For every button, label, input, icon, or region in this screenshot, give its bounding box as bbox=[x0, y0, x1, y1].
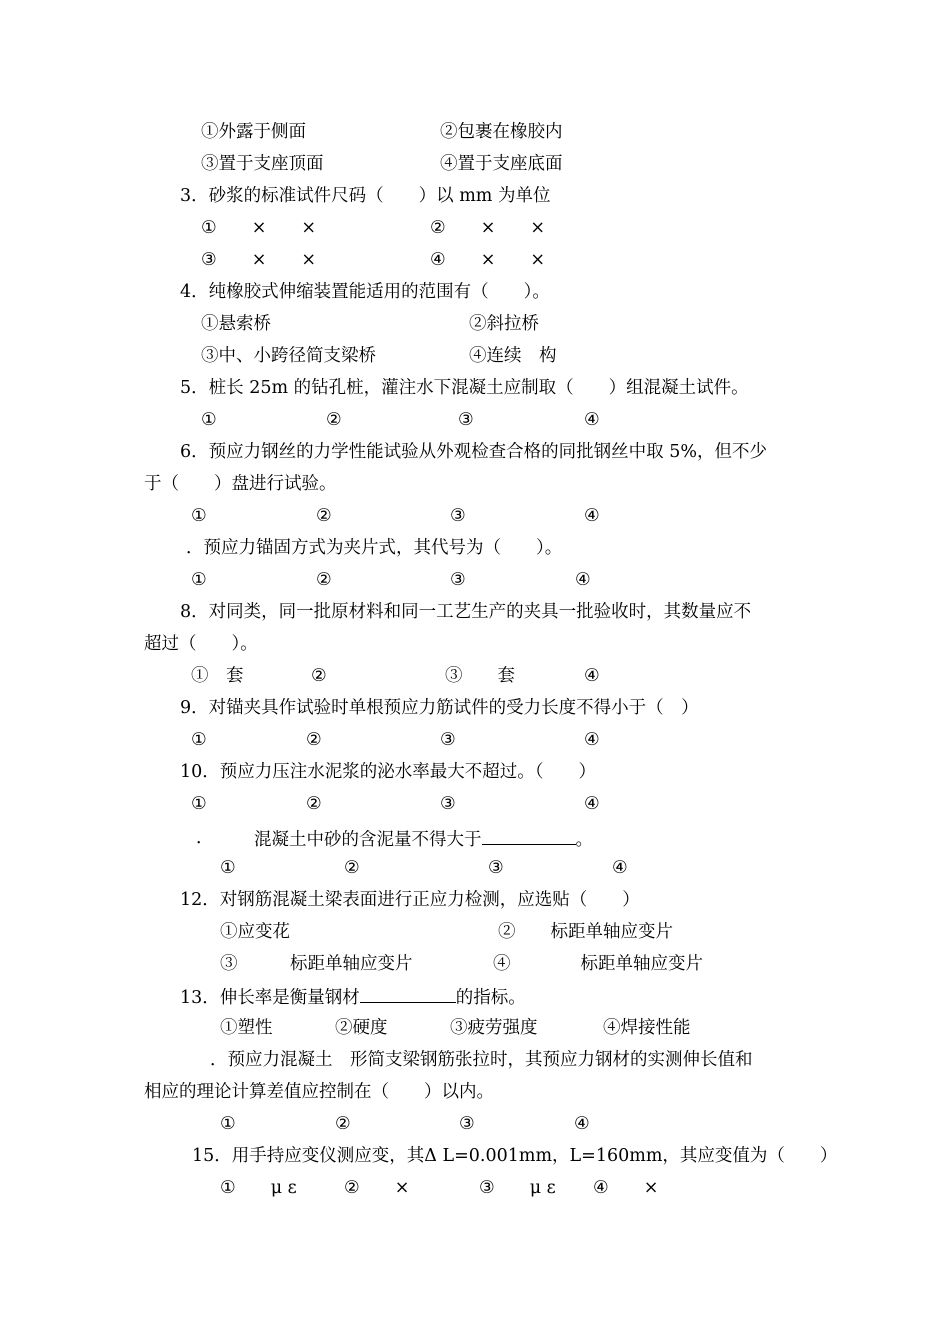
option-text: ②斜拉桥 bbox=[469, 314, 539, 334]
option-text: ③ bbox=[440, 730, 456, 750]
option-text: ③ bbox=[458, 410, 474, 430]
question-text: 于（ ）盘进行试验。 bbox=[144, 474, 337, 494]
question-text: 15．用手持应变仪测应变，其Δ L=0.001mm，L=160mm，其应变值为（ ） bbox=[192, 1146, 838, 1166]
option-text: ③ × × bbox=[201, 250, 317, 270]
option-text: ① μ ε bbox=[220, 1178, 297, 1198]
option-text: ① × × bbox=[201, 218, 317, 238]
option-text: ③ bbox=[440, 794, 456, 814]
question-text: 10．预应力压注水泥浆的泌水率最大不超过。（ ） bbox=[180, 762, 597, 782]
option-text: ② 标距单轴应变片 bbox=[498, 922, 673, 942]
option-text: ① bbox=[191, 506, 207, 526]
question-text bbox=[180, 984, 526, 1010]
option-text: ④焊接性能 bbox=[603, 1018, 691, 1038]
question-text: 8．对同类，同一批原材料和同一工艺生产的夹具一批验收时，其数量应不 bbox=[180, 602, 752, 622]
option-text: ② bbox=[311, 666, 327, 686]
option-text: ① bbox=[191, 794, 207, 814]
question-text-part: 的指标。 bbox=[455, 988, 526, 1008]
question-text: 超过（ ）。 bbox=[144, 634, 258, 654]
question-text: 相应的理论计算差值应控制在（ ）以内。 bbox=[144, 1082, 494, 1102]
option-text: ② bbox=[326, 410, 342, 430]
option-text: ④置于支座底面 bbox=[440, 154, 563, 174]
option-text: ④ bbox=[584, 410, 600, 430]
option-text: ④ × × bbox=[430, 250, 546, 270]
option-text: ① bbox=[220, 1114, 236, 1134]
question-text-part: 。 bbox=[575, 830, 593, 850]
question-text: 3．砂浆的标准试件尺码（ ）以 mm 为单位 bbox=[180, 186, 551, 206]
question-text: 4．纯橡胶式伸缩装置能适用的范围有（ ）。 bbox=[180, 282, 550, 302]
option-text: ① bbox=[201, 410, 217, 430]
option-text: ② bbox=[316, 506, 332, 526]
option-text: ② bbox=[306, 794, 322, 814]
option-text: ① bbox=[191, 570, 207, 590]
option-text: ② bbox=[335, 1114, 351, 1134]
question-number: ． bbox=[196, 828, 214, 848]
option-text: ③疲劳强度 bbox=[450, 1018, 538, 1038]
option-text: ③ bbox=[450, 506, 466, 526]
answer-blank bbox=[360, 984, 456, 1003]
option-text: ③ bbox=[488, 858, 504, 878]
option-text: ② bbox=[344, 858, 360, 878]
option-text: ③置于支座顶面 bbox=[201, 154, 324, 174]
option-text: ② bbox=[316, 570, 332, 590]
option-text: ③ bbox=[459, 1114, 475, 1134]
question-text bbox=[254, 826, 593, 852]
question-text: ．预应力锚固方式为夹片式，其代号为（ ）。 bbox=[186, 538, 563, 558]
option-text: ①应变花 bbox=[220, 922, 290, 942]
option-text: ② × × bbox=[430, 218, 546, 238]
option-text: ① bbox=[220, 858, 236, 878]
option-text: ① 套 bbox=[191, 666, 244, 686]
question-text-part: 13．伸长率是衡量钢材 bbox=[180, 988, 360, 1008]
question-text: 9．对锚夹具作试验时单根预应力筋试件的受力长度不得小于（ ） bbox=[180, 698, 699, 718]
option-text: ④ 标距单轴应变片 bbox=[493, 954, 703, 974]
option-text: ②硬度 bbox=[335, 1018, 388, 1038]
option-text: ④ bbox=[584, 730, 600, 750]
answer-blank bbox=[482, 826, 576, 845]
option-text: ④ bbox=[584, 666, 600, 686]
question-text: 6．预应力钢丝的力学性能试验从外观检查合格的同批钢丝中取 5%，但不少 bbox=[180, 442, 767, 462]
option-text: ①外露于侧面 bbox=[201, 122, 306, 142]
option-text: ①悬索桥 bbox=[201, 314, 271, 334]
question-text-part: 混凝土中砂的含泥量不得大于 bbox=[254, 830, 482, 850]
option-text: ③ bbox=[450, 570, 466, 590]
option-text: ④ bbox=[584, 506, 600, 526]
option-text: ③ 标距单轴应变片 bbox=[220, 954, 413, 974]
option-text: ③中、小跨径简支梁桥 bbox=[201, 346, 376, 366]
option-text: ④连续 构 bbox=[469, 346, 557, 366]
option-text: ① bbox=[191, 730, 207, 750]
option-text: ②包裹在橡胶内 bbox=[440, 122, 563, 142]
question-text: 12．对钢筋混凝土梁表面进行正应力检测，应选贴（ ） bbox=[180, 890, 640, 910]
option-text: ② × bbox=[344, 1178, 410, 1198]
option-text: ④ bbox=[575, 570, 591, 590]
question-text: ．预应力混凝土 形简支梁钢筋张拉时，其预应力钢材的实测伸长值和 bbox=[210, 1050, 753, 1070]
option-text: ④ bbox=[584, 794, 600, 814]
option-text: ④ × bbox=[593, 1178, 659, 1198]
option-text: ①塑性 bbox=[220, 1018, 273, 1038]
option-text: ② bbox=[306, 730, 322, 750]
question-text: 5．桩长 25m 的钻孔桩，灌注水下混凝土应制取（ ）组混凝土试件。 bbox=[180, 378, 749, 398]
option-text: ④ bbox=[574, 1114, 590, 1134]
option-text: ③ 套 bbox=[445, 666, 515, 686]
option-text: ④ bbox=[612, 858, 628, 878]
option-text: ③ μ ε bbox=[479, 1178, 556, 1198]
